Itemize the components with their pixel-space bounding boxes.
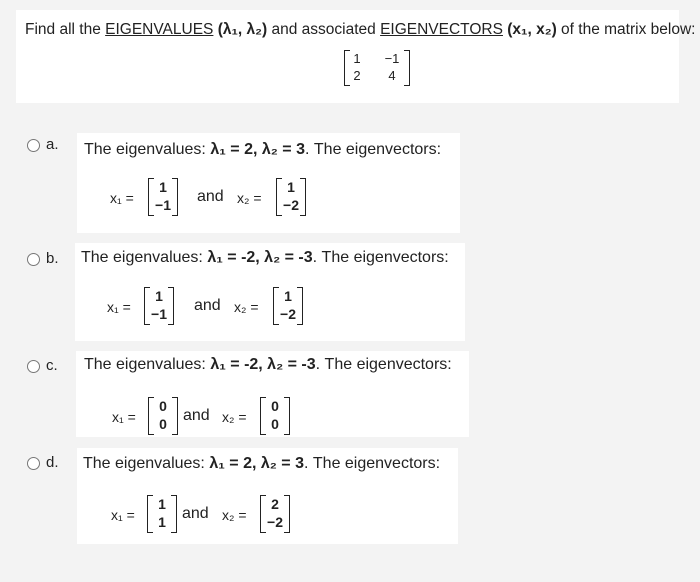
question-middle: and associated: [267, 21, 381, 38]
x1-label: x₁ =: [107, 299, 131, 315]
x2-bottom: 0: [271, 416, 279, 432]
option-outro: . The eigenvectors:: [305, 141, 442, 158]
option-letter: c.: [46, 357, 58, 374]
x2-label: x₂ =: [237, 190, 262, 206]
x2-label: x₂ =: [234, 299, 259, 315]
x2-label: x₂ =: [222, 507, 247, 523]
option-letter: d.: [46, 454, 59, 471]
option-radio-2[interactable]: [27, 360, 40, 373]
x1-bottom: 0: [159, 416, 167, 432]
matrix-right-bracket: [404, 50, 410, 86]
x1-vector: [148, 397, 178, 435]
x2-vector: [260, 397, 290, 435]
x1-vector: [147, 495, 177, 533]
matrix-a22: 4: [388, 68, 396, 83]
x2-vector: [260, 495, 290, 533]
option-statement: [84, 141, 441, 159]
x2-bottom: −2: [267, 514, 283, 530]
x1-top: 1: [158, 496, 166, 512]
x1-top: 1: [159, 179, 167, 195]
question-panel: [16, 10, 696, 103]
and-label: and: [197, 188, 224, 205]
x1-top: 0: [159, 398, 167, 414]
matrix-a21: 2: [353, 68, 361, 83]
option-intro: The eigenvalues:: [84, 141, 211, 158]
option-intro: The eigenvalues:: [83, 455, 210, 472]
option-intro: The eigenvalues:: [84, 356, 211, 373]
eigenvalues-word: EIGENVALUES: [105, 21, 214, 38]
x1-label: x₁ =: [111, 507, 135, 523]
matrix-a12: −1: [384, 51, 400, 66]
option-eigenvalues: λ₁ = 2, λ₂ = 3: [210, 141, 305, 158]
option-outro: . The eigenvectors:: [304, 455, 441, 472]
matrix-a11: 1: [353, 51, 361, 66]
option-radio-3[interactable]: [27, 457, 40, 470]
option-eigenvalues: λ₁ = -2, λ₂ = -3: [207, 249, 313, 266]
x1-vector: [144, 287, 174, 325]
eigenvectors-word: EIGENVECTORS: [380, 21, 503, 38]
and-label: and: [183, 407, 210, 424]
x1-vector: [148, 178, 178, 216]
option-statement: [81, 249, 449, 267]
x-part: (x₁, x₂): [502, 21, 557, 38]
option-radio-1[interactable]: [27, 253, 40, 266]
x2-top: 2: [271, 496, 279, 512]
question-matrix: [344, 50, 410, 86]
option-eigenvalues: λ₁ = -2, λ₂ = -3: [210, 356, 316, 373]
question-text: [25, 21, 695, 39]
x2-top: 1: [287, 179, 295, 195]
x1-label: x₁ =: [110, 190, 134, 206]
x1-bottom: −1: [155, 197, 171, 213]
x1-bottom: 1: [158, 514, 166, 530]
and-label: and: [194, 297, 221, 314]
x2-top: 0: [271, 398, 279, 414]
x2-bottom: −2: [283, 197, 299, 213]
option-intro: The eigenvalues:: [81, 249, 208, 266]
x2-top: 1: [284, 288, 292, 304]
x2-bottom: −2: [280, 306, 296, 322]
x2-vector: [273, 287, 303, 325]
and-label: and: [182, 505, 209, 522]
x2-label: x₂ =: [222, 409, 247, 425]
option-outro: . The eigenvectors:: [315, 356, 452, 373]
option-letter: a.: [46, 136, 59, 153]
lambda-part: (λ₁, λ₂): [213, 21, 268, 38]
option-letter: b.: [46, 250, 59, 267]
x2-vector: [276, 178, 306, 216]
option-radio-0[interactable]: [27, 139, 40, 152]
question-suffix: of the matrix below:: [556, 21, 696, 38]
x1-top: 1: [155, 288, 163, 304]
option-statement: [84, 356, 452, 374]
option-eigenvalues: λ₁ = 2, λ₂ = 3: [209, 455, 304, 472]
x1-bottom: −1: [151, 306, 167, 322]
option-outro: . The eigenvectors:: [312, 249, 449, 266]
question-prefix: Find all the: [25, 21, 106, 38]
option-statement: [83, 455, 440, 473]
x1-label: x₁ =: [112, 409, 136, 425]
